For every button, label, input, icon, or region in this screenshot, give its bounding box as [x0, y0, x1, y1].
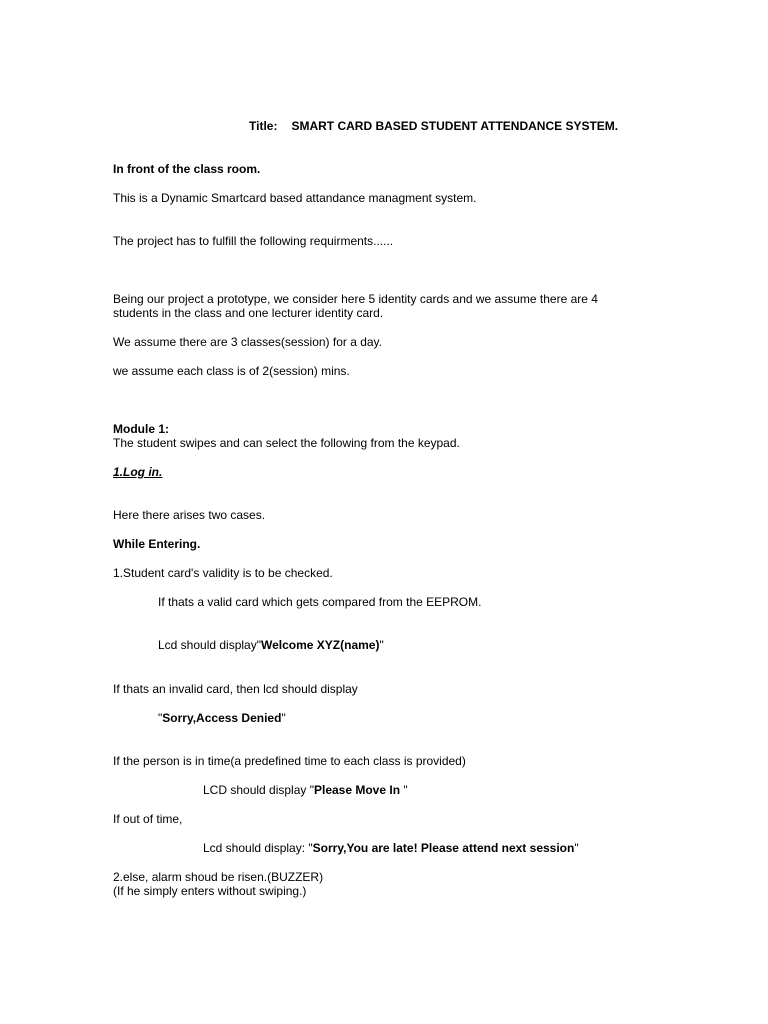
access-denied-message: Sorry,Access Denied: [162, 711, 282, 725]
lcd-welcome-message: Welcome XYZ(name): [261, 638, 380, 652]
access-denied-suffix: ": [281, 711, 286, 725]
section-heading: In front of the class room.: [113, 162, 261, 176]
cases-intro: Here there arises two cases.: [113, 508, 266, 522]
prototype-line-2: students in the class and one lecturer identity card.: [113, 306, 384, 320]
prototype-line-1: Being our project a prototype, we consider here 5 identity cards and we assume there are 4: [113, 292, 598, 306]
class-duration: we assume each class is of 2(session) mins.: [113, 364, 350, 378]
lcd-welcome-line: [158, 638, 384, 653]
title-label: Title:: [249, 119, 278, 133]
late-message: Sorry,You are late! Please attend next session: [312, 841, 575, 855]
move-in-message: Please Move In: [313, 783, 404, 797]
classes-per-day: We assume there are 3 classes(session) for a day.: [113, 335, 383, 349]
title-text: SMART CARD BASED STUDENT ATTENDANCE SYSTEM.: [291, 119, 619, 133]
access-denied-prefix: ": [158, 711, 163, 725]
out-of-time-text: If out of time,: [113, 812, 183, 826]
document-title: [249, 119, 618, 134]
move-in-line: [203, 783, 408, 798]
access-denied-line: [158, 711, 286, 726]
late-line: [203, 841, 579, 856]
step-1-text: 1.Student card's validity is to be checked.: [113, 566, 333, 580]
intro-paragraph: This is a Dynamic Smartcard based attandance managment system.: [113, 191, 477, 205]
requirements-intro: The project has to fulfill the following requirments......: [113, 234, 394, 248]
module-description: The student swipes and can select the following from the keypad.: [113, 436, 460, 450]
lcd-welcome-suffix: ": [379, 638, 384, 652]
valid-card-text: If thats a valid card which gets compared from the EEPROM.: [158, 595, 482, 609]
late-prefix: Lcd should display: ": [203, 841, 313, 855]
alarm-line-2: (If he simply enters without swiping.): [113, 884, 307, 898]
while-entering-heading: While Entering.: [113, 537, 201, 551]
module-heading: Module 1:: [113, 422, 169, 436]
lcd-welcome-prefix: Lcd should display": [158, 638, 261, 652]
in-time-text: If the person is in time(a predefined time to each class is provided): [113, 754, 466, 768]
move-in-prefix: LCD should display ": [203, 783, 314, 797]
alarm-line-1: 2.else, alarm shoud be risen.(BUZZER): [113, 870, 324, 884]
late-suffix: ": [574, 841, 579, 855]
move-in-suffix: ": [403, 783, 408, 797]
login-heading: 1.Log in.: [113, 465, 163, 479]
invalid-card-text: If thats an invalid card, then lcd should display: [113, 682, 358, 696]
